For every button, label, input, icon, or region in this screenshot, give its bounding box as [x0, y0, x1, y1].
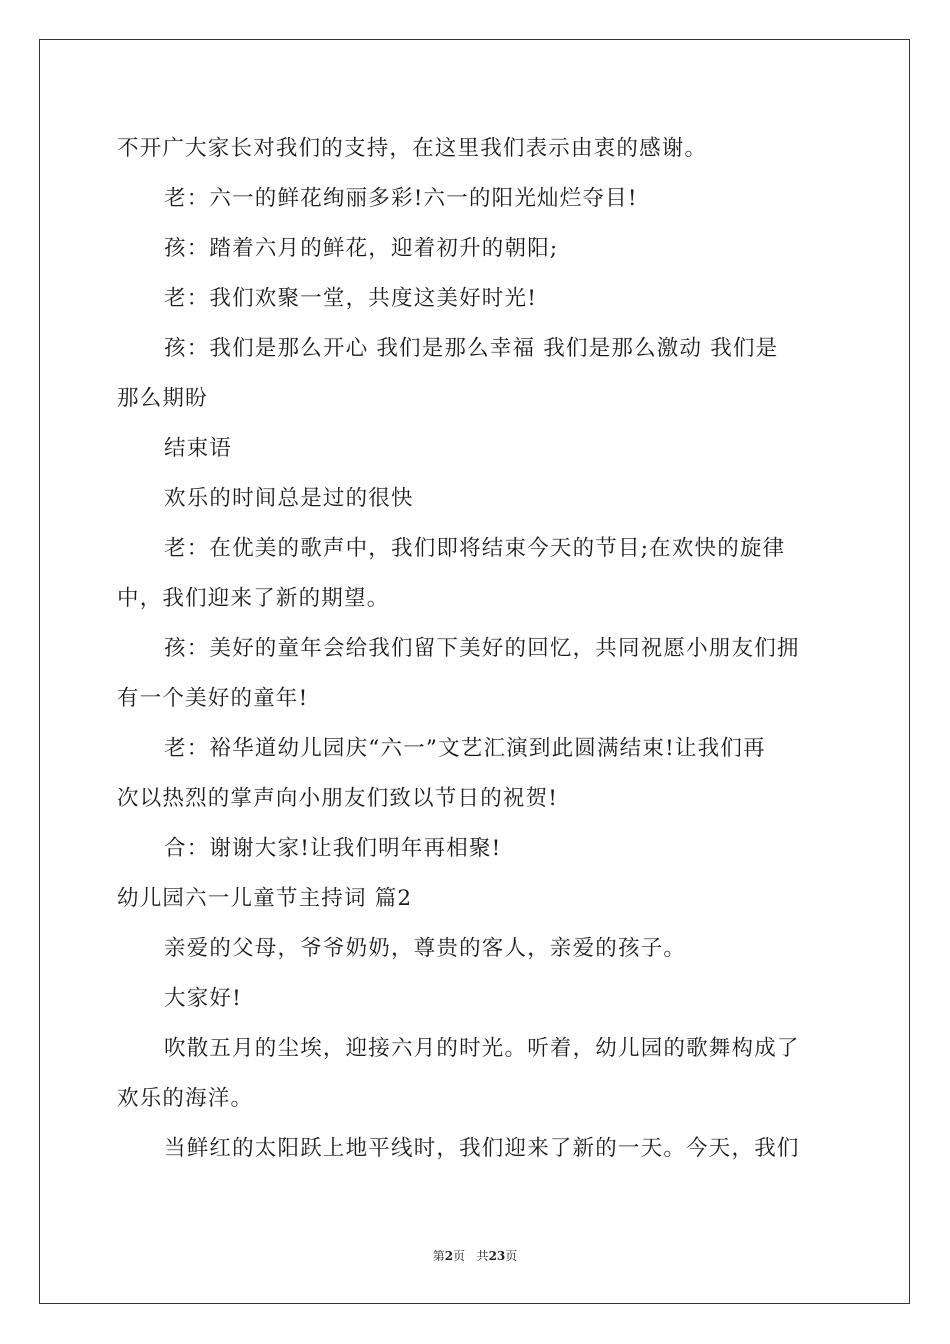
paragraph-line: 欢乐的海洋。 — [117, 1086, 254, 1111]
paragraph-line: 合：谢谢大家!让我们明年再相聚! — [164, 836, 502, 861]
paragraph-line: 那么期盼 — [117, 386, 208, 411]
paragraph-line: 老：在优美的歌声中，我们即将结束今天的节目;在欢快的旋律 — [164, 536, 786, 561]
paragraph-line: 孩：美好的童年会给我们留下美好的回忆，共同祝愿小朋友们拥 — [164, 636, 800, 661]
paragraph-line: 中，我们迎来了新的期望。 — [117, 586, 390, 611]
paragraph-line: 当鲜红的太阳跃上地平线时，我们迎来了新的一天。今天，我们 — [164, 1136, 800, 1161]
paragraph-line: 吹散五月的尘埃，迎接六月的时光。听着，幼儿园的歌舞构成了 — [164, 1036, 800, 1061]
footer-page-unit: 页 — [453, 1249, 466, 1263]
page-total: 23 — [488, 1249, 506, 1263]
paragraph-line: 大家好! — [164, 986, 242, 1011]
article-title: 幼儿园六一儿童节主持词 篇2 — [117, 886, 413, 911]
page-footer — [0, 1247, 950, 1264]
paragraph-line: 次以热烈的掌声向小朋友们致以节日的祝贺! — [117, 786, 559, 811]
section-heading: 结束语 — [164, 436, 233, 461]
paragraph-line: 老：我们欢聚一堂，共度这美好时光! — [164, 286, 538, 311]
footer-prefix: 第 — [432, 1249, 445, 1263]
paragraph-line: 不开广大家长对我们的支持，在这里我们表示由衷的感谢。 — [117, 136, 708, 161]
footer-total-prefix: 共 — [476, 1249, 489, 1263]
page-number: 2 — [444, 1249, 454, 1263]
paragraph-line: 孩：我们是那么开心 我们是那么幸福 我们是那么激动 我们是 — [164, 336, 779, 361]
paragraph-line: 孩：踏着六月的鲜花，迎着初升的朝阳; — [164, 236, 559, 261]
paragraph-line: 亲爱的父母，爷爷奶奶，尊贵的客人，亲爱的孩子。 — [164, 936, 687, 961]
footer-total-unit: 页 — [505, 1249, 518, 1263]
paragraph-line: 老：六一的鲜花绚丽多彩!六一的阳光灿烂夺目! — [164, 186, 638, 211]
paragraph-line: 老：裕华道幼儿园庆“六一”文艺汇演到此圆满结束!让我们再 — [164, 736, 766, 761]
paragraph-line: 有一个美好的童年! — [117, 686, 309, 711]
paragraph-line: 欢乐的时间总是过的很快 — [164, 486, 414, 511]
